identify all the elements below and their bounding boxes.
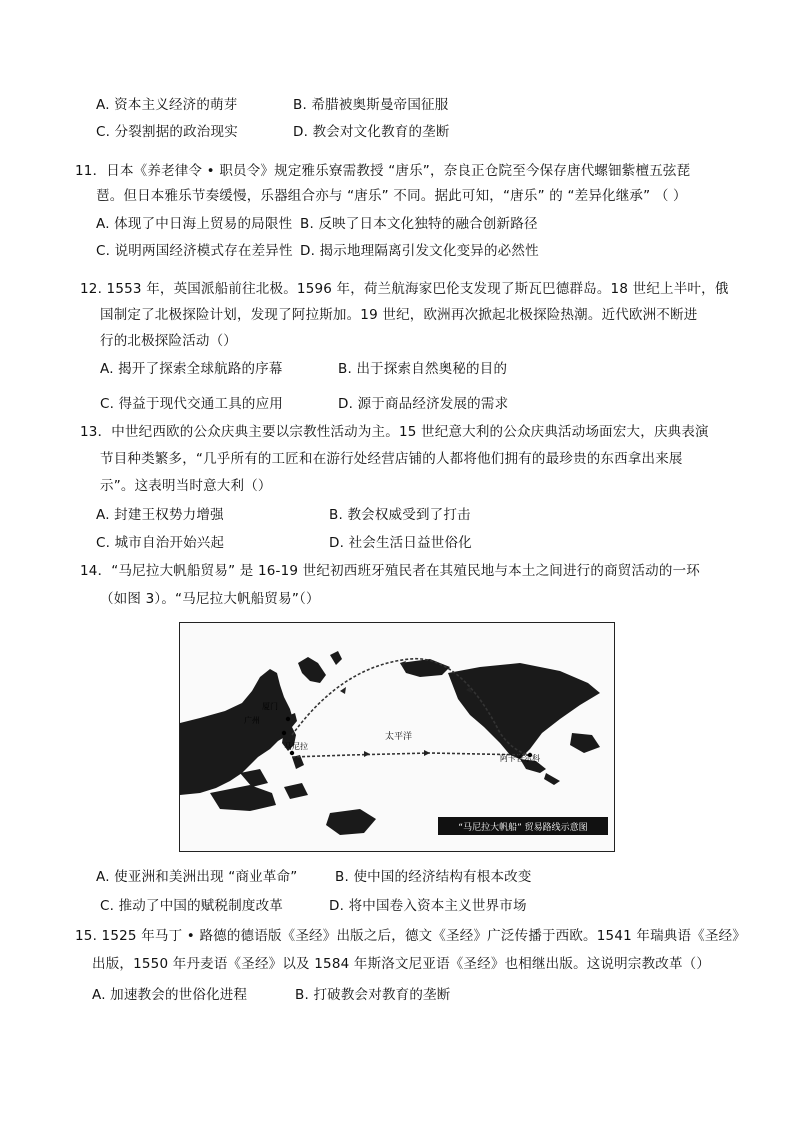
q12-option-a[interactable]: A. 揭开了探索全球航路的序幕 bbox=[100, 361, 283, 377]
q12-option-b[interactable]: B. 出于探索自然奥秘的目的 bbox=[338, 361, 508, 377]
indonesia-islands bbox=[210, 785, 276, 811]
q12-stem-line3: 行的北极探险活动（） bbox=[100, 333, 237, 349]
q13-option-d[interactable]: D. 社会生活日益世俗化 bbox=[329, 535, 472, 551]
q12-stem-line1: 12. 1553 年，英国派船前往北极。1596 年，荷兰航海家巴伦支发现了斯瓦巴德群岛。18 世纪上半叶，俄 bbox=[80, 281, 729, 297]
q11-option-d[interactable]: D. 揭示地理隔离引发文化变异的必然性 bbox=[300, 243, 539, 259]
alaska-landmass bbox=[400, 659, 450, 677]
label-xiamen: 厦门 bbox=[262, 702, 278, 711]
q14-stem-line1: 14．“马尼拉大帆船贸易” 是 16-19 世纪初西班牙殖民者在其殖民地与本土之间进行的商贸活动的一环 bbox=[80, 563, 700, 579]
map-caption: “马尼拉大帆船” 贸易路线示意图 bbox=[458, 823, 588, 833]
q14-option-a[interactable]: A. 使亚洲和美洲出现 “商业革命” bbox=[96, 869, 298, 885]
q13-stem-line3: 示”。这表明当时意大利（） bbox=[100, 478, 272, 494]
q14-option-d[interactable]: D. 将中国卷入资本主义世界市场 bbox=[329, 898, 527, 914]
label-pacific: 太平洋 bbox=[385, 732, 413, 742]
new-guinea-island bbox=[326, 809, 376, 835]
q14-option-b[interactable]: B. 使中国的经济结构有根本改变 bbox=[335, 869, 532, 885]
q12-stem-line2: 国制定了北极探险计划，发现了阿拉斯加。19 世纪，欧洲再次掀起北极探险热潮。近代欧洲不断进 bbox=[100, 307, 698, 323]
q11-option-c[interactable]: C. 说明两国经济模式存在差异性 bbox=[96, 243, 293, 259]
route-westbound bbox=[292, 753, 530, 757]
q10-option-d[interactable]: D. 教会对文化教育的垄断 bbox=[293, 124, 450, 140]
q11-option-b[interactable]: B. 反映了日本文化独特的融合创新路径 bbox=[300, 216, 538, 232]
q12-option-d[interactable]: D. 源于商品经济发展的需求 bbox=[338, 396, 509, 412]
label-manila: 马尼拉 bbox=[284, 742, 308, 751]
trade-route-map bbox=[179, 622, 615, 852]
q12-option-c[interactable]: C. 得益于现代交通工具的应用 bbox=[100, 396, 284, 412]
asia-landmass bbox=[180, 669, 294, 795]
q13-option-c[interactable]: C. 城市自治开始兴起 bbox=[96, 535, 225, 551]
q11-stem-line1: 11．日本《养老律令 • 职员令》规定雅乐寮需教授 “唐乐”，奈良正仓院至今保存唐代螺钿紫檀五弦琵 bbox=[75, 163, 691, 179]
q13-stem-line1: 13．中世纪西欧的公众庆典主要以宗教性活动为主。15 世纪意大利的公众庆典活动场面宏大，庆典表演 bbox=[80, 424, 709, 440]
q15-option-a[interactable]: A. 加速教会的世俗化进程 bbox=[92, 987, 248, 1003]
q13-option-a[interactable]: A. 封建王权势力增强 bbox=[96, 507, 224, 523]
q15-option-b[interactable]: B. 打破教会对教育的垄断 bbox=[295, 987, 451, 1003]
q10-option-c[interactable]: C. 分裂割据的政治现实 bbox=[96, 124, 238, 140]
q11-option-a[interactable]: A. 体现了中日海上贸易的局限性 bbox=[96, 216, 293, 232]
q13-option-b[interactable]: B. 教会权威受到了打击 bbox=[329, 507, 471, 523]
q14-option-c[interactable]: C. 推动了中国的赋税制度改革 bbox=[100, 898, 284, 914]
q11-stem-line2: 琶。但日本雅乐节奏缓慢，乐器组合亦与 “唐乐” 不同。据此可知，“唐乐” 的 “差异化继承” （ ） bbox=[96, 188, 687, 204]
q14-stem-line2: （如图 3）。“马尼拉大帆船贸易”（） bbox=[100, 591, 320, 607]
q15-stem-line2: 出版，1550 年丹麦语《圣经》以及 1584 年斯洛文尼亚语《圣经》也相继出版。这说明宗教改革（） bbox=[92, 956, 711, 972]
q15-stem-line1: 15. 1525 年马丁 • 路德的德语版《圣经》出版之后，德文《圣经》广泛传播于西欧。1541 年瑞典语《圣经》 bbox=[75, 928, 747, 944]
q10-option-b[interactable]: B. 希腊被奥斯曼帝国征服 bbox=[293, 97, 449, 113]
label-acapulco: 阿卡普尔科 bbox=[500, 754, 540, 763]
q10-option-a[interactable]: A. 资本主义经济的萌芽 bbox=[96, 97, 238, 113]
q13-stem-line2: 节目种类繁多，“几乎所有的工匠和在游行处经营店铺的人都将他们拥有的最珍贵的东西拿出来展 bbox=[100, 451, 683, 467]
label-guangzhou: 广州 bbox=[244, 716, 260, 725]
japan-islands bbox=[298, 657, 326, 683]
